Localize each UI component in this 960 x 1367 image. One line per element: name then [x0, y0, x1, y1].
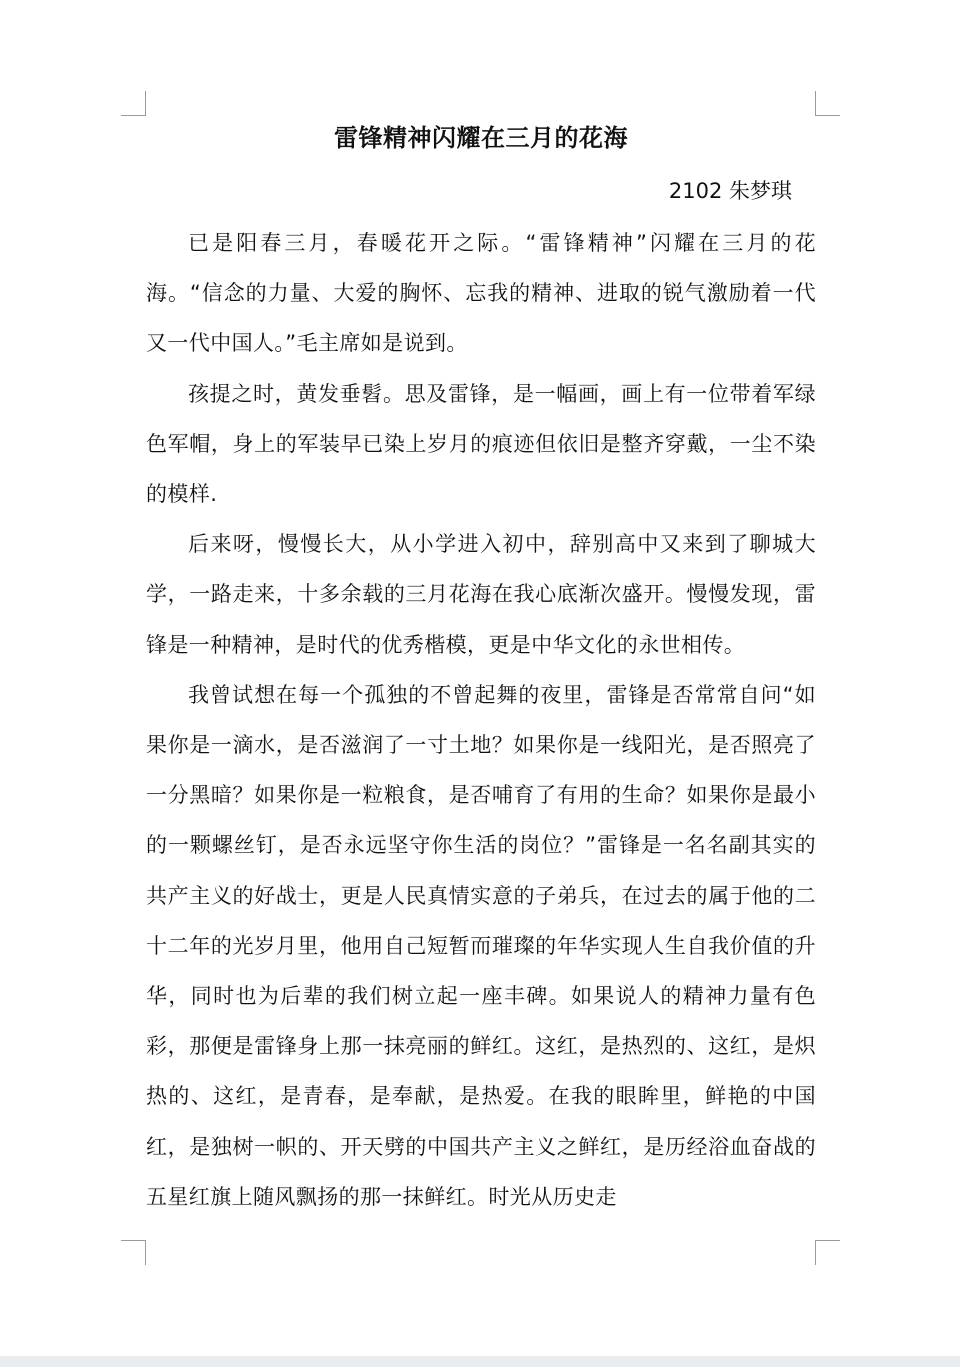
margin-corner-mark-top-left	[121, 91, 146, 116]
document-author: 2102 朱梦琪	[668, 179, 792, 203]
document-body	[146, 218, 816, 1222]
margin-corner-mark-bottom-left	[121, 1240, 146, 1265]
paragraph: 孩提之时，黄发垂髫。思及雷锋，是一幅画，画上有一位带着军绿色军帽，身上的军装早已染上岁月的痕迹但依旧是整齐穿戴，一尘不染的模样.	[146, 381, 816, 507]
paragraph: 已是阳春三月，春暖花开之际。“雷锋精神”闪耀在三月的花海。“信念的力量、大爱的胸怀、忘我的精神、进取的锐气激励着一代又一代中国人。”毛主席如是说到。	[146, 231, 816, 356]
document-title: 雷锋精神闪耀在三月的花海	[334, 124, 628, 152]
margin-corner-mark-bottom-right	[815, 1240, 840, 1265]
viewer-bottom-edge	[0, 1356, 960, 1367]
paragraph: 后来呀，慢慢长大，从小学进入初中，辞别高中又来到了聊城大学，一路走来，十多余载的三月花海在我心底渐次盛开。慢慢发现，雷锋是一种精神，是时代的优秀楷模，更是中华文化的永世相传。	[146, 532, 816, 657]
margin-corner-mark-top-right	[815, 91, 840, 116]
paragraph: 我曾试想在每一个孤独的不曾起舞的夜里，雷锋是否常常自问“如果你是一滴水，是否滋润了一寸土地？如果你是一线阳光，是否照亮了一分黑暗？如果你是一粒粮食，是否哺育了有用的生命？如果你是最小的一颗螺丝钉，是否永远坚守你生活的岗位？”雷锋是一名名副其实的共产主义的好战士，更是人民真情实意的子弟兵，在过去的属于他的二十二年的光岁月里，他用自己短暂而璀璨的年华实现人生自我价值的升华，同时也为后辈的我们树立起一座丰碑。如果说人的精神力量有色彩，那便是雷锋身上那一抹亮丽的鲜红。这红，是热烈的、这红，是炽热的、这红，是青春，是奉献，是热爱。在我的眼眸里，鲜艳的中国红，是独树一帜的、开天劈的中国共产主义之鲜红，是历经浴血奋战的五星红旗上随风飘扬的那一抹鲜红。时光从历史走	[146, 682, 816, 1209]
